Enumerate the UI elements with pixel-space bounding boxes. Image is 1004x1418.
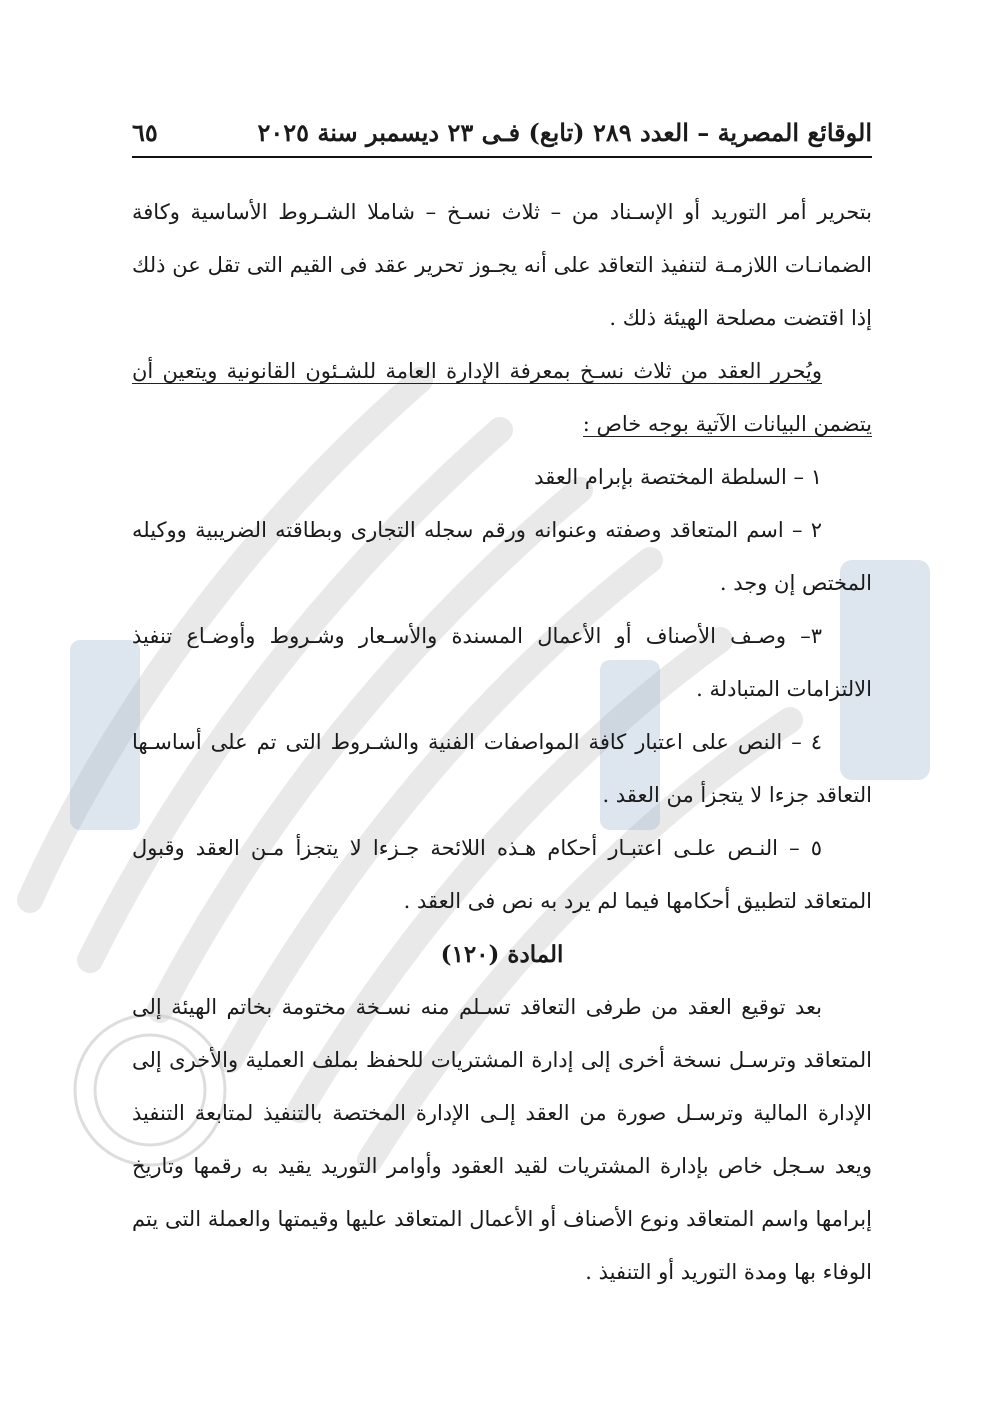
list-item-1: ١ – السلطة المختصة بإبرام العقد — [534, 465, 822, 489]
document-body — [132, 186, 872, 1299]
paragraph-2-text: ويُحرر العقد من ثلاث نسـخ بمعرفة الإدارة العامة للشـئون القانونية ويتعين أن يتضمن البيانات الآتية بوجه خاص : — [132, 359, 872, 436]
header-divider — [132, 156, 872, 158]
list-item-2: ٢ – اسم المتعاقد وصفته وعنوانه ورقم سجله التجارى وبطاقته الضريبية ووكيله المختص إن وجد . — [132, 518, 872, 595]
page-number: ٦٥ — [132, 117, 158, 147]
article-title: المادة (١٢٠) — [440, 941, 564, 968]
paragraph-3: بعد توقيع العقد من طرفى التعاقد تسـلم منه نسـخة مختومة بخاتم الهيئة إلى المتعاقد وترسـل نسخة أخرى إلى إدارة المشتريات للحفظ بملف العملية والأخرى إلى الإدارة المالية وترسـل صورة من العقد إلـى الإدارة المختصة بالتنفيذ لمتابعة التنفيذ ويعد سـجل خاص بإدارة المشتريات لقيد العقود وأوامر التوريد يقيد به رقمها وتاريخ إبرامها واسم المتعاقد ونوع الأصناف أو الأعمال المتعاقد عليها وقيمتها والعملة التى يتم الوفاء بها ومدة التوريد أو التنفيذ . — [132, 995, 872, 1284]
list-item-3: ٣– وصـف الأصناف أو الأعمال المسندة والأسـعار وشـروط وأوضـاع تنفيذ الالتزامات المتبادلة . — [132, 624, 872, 701]
list-item-4: ٤ – النص على اعتبار كافة المواصفات الفنية والشـروط التى تم على أساسـها التعاقد جزءا لا يتجزأ من العقد . — [132, 730, 872, 807]
list-item-5: ٥ – النـص علـى اعتبـار أحكام هـذه اللائحة جـزءا لا يتجزأ مـن العقد وقبول المتعاقد لتطبيق أحكامها فيما لم يرد به نص فى العقد . — [132, 836, 872, 913]
page-header — [132, 112, 872, 152]
paragraph-1: بتحرير أمر التوريد أو الإسـناد من – ثلاث نسـخ – شاملا الشـروط الأساسية وكافة الضمانـات اللازمـة لتنفيذ التعاقد على أنه يجـوز تحرير عقد فى القيم التى تقل عن ذلك إذا اقتضت مصلحة الهيئة ذلك . — [132, 200, 872, 330]
paragraph-2 — [132, 345, 872, 451]
header-title: الوقائع المصرية – العدد ٢٨٩ (تابع) فـى ٢٣ ديسمبر سنة ٢٠٢٥ — [257, 117, 872, 147]
